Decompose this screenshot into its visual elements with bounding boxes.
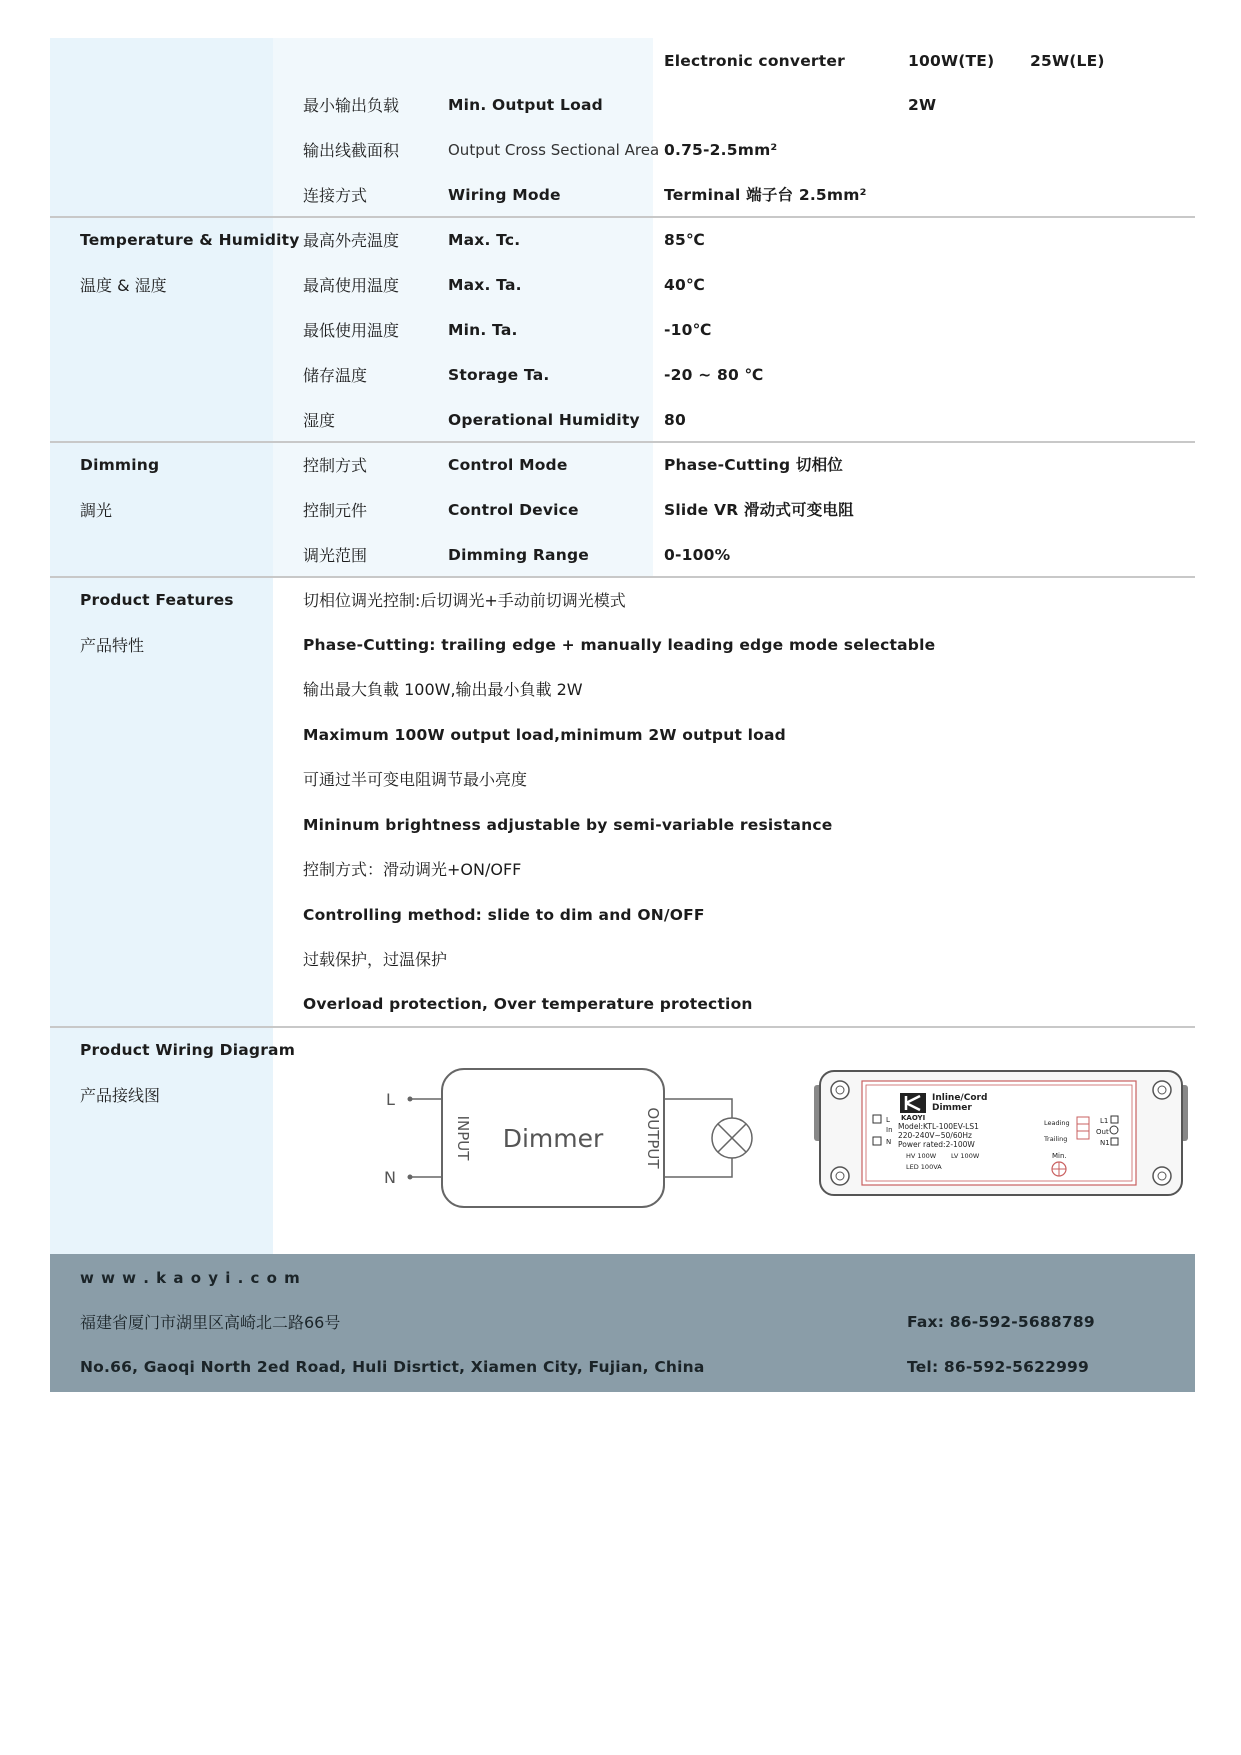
spec-label-cn: 控制元件	[303, 501, 368, 520]
spec-label-cn: 最高外壳温度	[303, 231, 400, 250]
spec-value: 80	[664, 411, 686, 429]
feature-line: Controlling method: slide to dim and ON/OFF	[303, 906, 705, 924]
spec-value: 40℃	[664, 276, 705, 294]
terminal-icon	[1111, 1116, 1118, 1123]
device-led: LED 100VA	[906, 1163, 942, 1171]
section-divider	[50, 576, 1195, 578]
spec-label-en: Control Device	[448, 501, 579, 519]
spec-value: -20 ~ 80 ℃	[664, 366, 764, 384]
section-title-en: Dimming	[80, 456, 160, 474]
spec-label-cn: 控制方式	[303, 456, 368, 475]
line-label-n: N	[384, 1168, 396, 1187]
spec-label-cn: 湿度	[303, 411, 336, 430]
mode-trailing: Trailing	[1044, 1135, 1068, 1143]
section-title-cn: 产品接线图	[80, 1086, 161, 1105]
spec-label-cn: 输出线截面积	[303, 141, 400, 160]
device-power: Power rated:2-100W	[898, 1140, 975, 1149]
screw-icon	[1153, 1081, 1171, 1099]
feature-line: 切相位调光控制:后切调光+手动前切调光模式	[303, 591, 626, 610]
fax-number: Fax: 86-592-5688789	[907, 1313, 1095, 1331]
section-divider	[50, 1026, 1195, 1028]
website-link[interactable]: w w w . k a o y i . c o m	[80, 1269, 301, 1287]
spec-label-en: Output Cross Sectional Area	[448, 141, 660, 159]
screw-icon	[831, 1167, 849, 1185]
terminal-icon	[1110, 1126, 1118, 1134]
terminal-icon	[1111, 1138, 1118, 1145]
section-divider	[50, 441, 1195, 443]
brand-label: KAOYI	[901, 1114, 926, 1122]
feature-line: Overload protection, Over temperature protection	[303, 995, 753, 1013]
feature-line: Phase-Cutting: trailing edge + manually leading edge mode selectable	[303, 636, 936, 654]
screw-icon	[831, 1081, 849, 1099]
spec-value: -10℃	[664, 321, 712, 339]
spec-label-en: Wiring Mode	[448, 186, 561, 204]
device-voltage: 220-240V~50/60Hz	[898, 1131, 972, 1140]
terminal-icon	[873, 1137, 881, 1145]
device-model: Model:KTL-100EV-LS1	[898, 1122, 979, 1131]
feature-line: Maximum 100W output load,minimum 2W output load	[303, 726, 786, 744]
terminal-out: Out	[1096, 1128, 1109, 1136]
feature-line: 可通过半可变电阻调节最小亮度	[303, 770, 528, 789]
spec-label-cn: 最小输出负载	[303, 96, 400, 115]
spec-label-en: Dimming Range	[448, 546, 589, 564]
subheading-column-background	[273, 38, 653, 576]
section-title-en: Product Features	[80, 591, 234, 609]
feature-line: 控制方式：滑动调光+ON/OFF	[303, 860, 522, 879]
device-lv: LV 100W	[951, 1152, 980, 1160]
section-divider	[50, 216, 1195, 218]
spec-label-en: Max. Ta.	[448, 276, 522, 294]
device-illustration	[806, 1063, 1196, 1233]
tel-number: Tel: 86-592-5622999	[907, 1358, 1090, 1376]
input-label: INPUT	[454, 1115, 472, 1161]
spec-value: Phase-Cutting 切相位	[664, 456, 843, 474]
spec-label-cn: 调光范围	[303, 546, 368, 565]
terminal-in: In	[886, 1126, 893, 1134]
spec-label-en: Max. Tc.	[448, 231, 521, 249]
spec-label-en: Operational Humidity	[448, 411, 640, 429]
feature-line: 输出最大負載 100W,输出最小負載 2W	[303, 680, 583, 699]
line-label-l: L	[386, 1090, 395, 1109]
spec-label-en: Min. Output Load	[448, 96, 603, 114]
spec-value: 0-100%	[664, 546, 731, 564]
device-title: Dimmer	[932, 1103, 972, 1113]
spec-label-en: Min. Ta.	[448, 321, 518, 339]
spec-label-en: Storage Ta.	[448, 366, 550, 384]
address-en: No.66, Gaoqi North 2ed Road, Huli Disrtict, Xiamen City, Fujian, China	[80, 1358, 705, 1376]
spec-value: Slide VR 滑动式可变电阻	[664, 501, 854, 519]
spec-value: 85℃	[664, 231, 705, 249]
terminal-n1: N1	[1100, 1139, 1110, 1147]
terminal-icon	[873, 1115, 881, 1123]
dimmer-box-label: Dimmer	[502, 1124, 604, 1153]
section-title-cn: 温度 & 湿度	[80, 276, 167, 295]
section-title-cn: 产品特性	[80, 636, 145, 655]
terminal-l: L	[886, 1116, 890, 1124]
section-title-en: Product Wiring Diagram	[80, 1041, 296, 1059]
kaoyi-logo	[900, 1093, 926, 1113]
min-label: Min.	[1052, 1152, 1067, 1160]
mode-leading: Leading	[1044, 1119, 1070, 1127]
device-hv: HV 100W	[906, 1152, 937, 1160]
screw-icon	[1153, 1167, 1171, 1185]
feature-line: 过载保护，过温保护	[303, 950, 448, 969]
device-title: Inline/Cord	[932, 1093, 988, 1103]
spec-label-cn: 连接方式	[303, 186, 368, 205]
mode-switch	[1077, 1117, 1089, 1139]
output-value: Electronic converter	[664, 52, 845, 70]
output-label: OUTPUT	[644, 1107, 662, 1169]
terminal-n: N	[886, 1138, 892, 1146]
spec-value: 2W	[908, 96, 937, 114]
section-title-cn: 調光	[80, 501, 113, 520]
terminal-l1: L1	[1100, 1117, 1109, 1125]
feature-line: Mininum brightness adjustable by semi-variable resistance	[303, 816, 833, 834]
wiring-schematic	[370, 1056, 830, 1236]
section-title-en: Temperature & Humidity	[80, 231, 300, 249]
spec-label-cn: 最高使用温度	[303, 276, 400, 295]
output-value-le: 25W(LE)	[1030, 52, 1105, 70]
spec-value: 0.75-2.5mm²	[664, 141, 778, 159]
spec-label-cn: 储存温度	[303, 366, 368, 385]
footer	[50, 1254, 1195, 1392]
spec-label-cn: 最低使用温度	[303, 321, 400, 340]
address-cn: 福建省厦门市湖里区高崎北二路66号	[80, 1313, 341, 1332]
output-value-te: 100W(TE)	[908, 52, 995, 70]
spec-label-en: Control Mode	[448, 456, 568, 474]
spec-value: Terminal 端子台 2.5mm²	[664, 186, 867, 204]
